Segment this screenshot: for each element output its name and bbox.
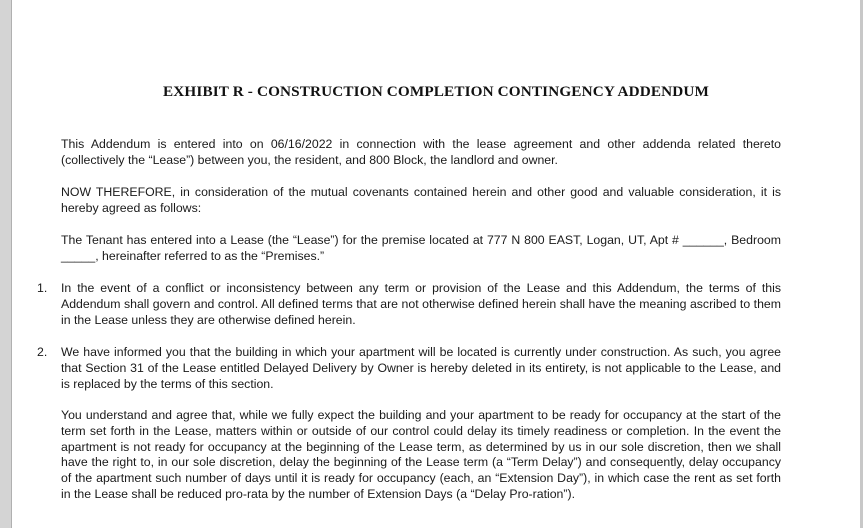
now-therefore-paragraph: NOW THEREFORE, in consideration of the mutual covenants contained herein and other good and valuable consideration, it is hereby agreed as follows: [61,185,781,215]
list-item-number: 1. [37,281,48,295]
viewer-left-border [0,0,12,528]
list-item-text: We have informed you that the building in which your apartment will be located is currently under construction. As such, you agree that Section 31 of the Lease entitled Delayed Delivery by Owner is hereby deleted in its entirety, is not applicable to the Lease, and is replaced by the terms of this section. [61,345,781,391]
list-item-continuation-paragraph: You understand and agree that, while we fully expect the building and your apartment to be ready for occupancy at the start of the term set forth in the Lease, matters within or outside of our control could delay its timely readiness or completion. In the event the apartment is not ready for occupancy at the beginning of the Lease term, as determined by us in our sole discretion, then we shall have the right to, in our sole discretion, delay the beginning of the Lease term (a “Term Delay”) and consequently, delay occupancy of the apartment such number of days until it is ready for occupancy (each, an “Extension Day”), in which case the rent as set forth in the Lease shall be reduced pro-rata by the number of Extension Days (a “Delay Pro-ration”). [61,408,781,501]
premises-paragraph: The Tenant has entered into a Lease (the “Lease”) for the premise located at 777 N 800 EAST, Logan, UT, Apt # ______, Bedroom _____, hereinafter referred to as the “Premises.” [61,233,781,263]
list-item-text: In the event of a conflict or inconsistency between any term or provision of the Lease and this Addendum, the terms of this Addendum shall govern and control. All defined terms that are not otherwise defined herein shall have the meaning ascribed to them in the Lease unless they are otherwise defined herein. [61,281,781,327]
document-page [12,0,860,528]
document-title: EXHIBIT R - CONSTRUCTION COMPLETION CONTINGENCY ADDENDUM [163,83,709,100]
list-item-number: 2. [37,345,48,359]
intro-paragraph: This Addendum is entered into on 06/16/2022 in connection with the lease agreement and other addenda related thereto (collectively the “Lease”) between you, the resident, and 800 Block, the landlord and owner. [61,137,781,167]
